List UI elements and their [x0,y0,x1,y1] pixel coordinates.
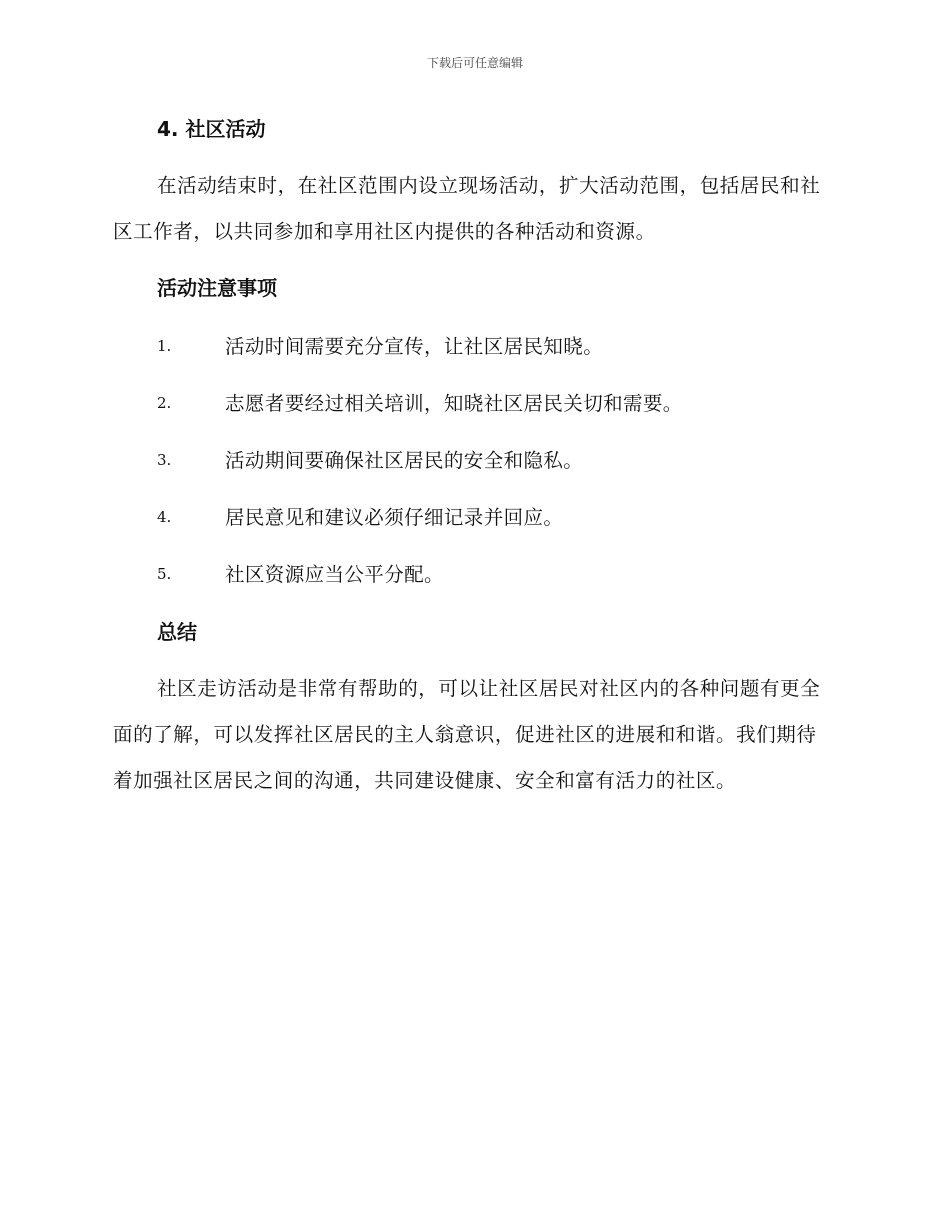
list-item-number: 2. [157,394,172,412]
list-item [157,333,857,363]
section-heading-summary: 总结 [157,620,197,644]
section-heading-notes: 活动注意事项 [157,276,277,300]
section-heading-community-activity: 4. 社区活动 [157,117,266,141]
header-note: 下载后可任意编辑 [426,56,523,70]
paragraph-summary: 社区走访活动是非常有帮助的，可以让社区居民对社区内的各种问题有更全面的了解，可以发挥社区居民的主人翁意识，促进社区的进展和和谐。我们期待着加强社区居民之间的沟通，共同建设健康、安全和富有活力的社区。 [113,677,821,792]
list-item-text: 活动时间需要充分宣传，让社区居民知晓。 [225,335,604,358]
list-item-number: 1. [157,337,172,355]
list-item-text: 志愿者要经过相关培训，知晓社区居民关切和需要。 [225,392,683,415]
list-item-text: 活动期间要确保社区居民的安全和隐私。 [225,449,584,472]
list-item-text: 社区资源应当公平分配。 [225,563,444,586]
list-item [157,447,857,477]
paragraph-community-activity: 在活动结束时，在社区范围内设立现场活动，扩大活动范围，包括居民和社区工作者，以共同参加和享用社区内提供的各种活动和资源。 [113,174,821,243]
list-item-number: 5. [157,565,172,583]
list-item [157,504,857,534]
list-item-number: 4. [157,508,172,526]
list-item-number: 3. [157,451,172,469]
list-item-text: 居民意见和建议必须仔细记录并回应。 [225,506,564,529]
list-item [157,561,857,591]
list-item [157,390,857,420]
